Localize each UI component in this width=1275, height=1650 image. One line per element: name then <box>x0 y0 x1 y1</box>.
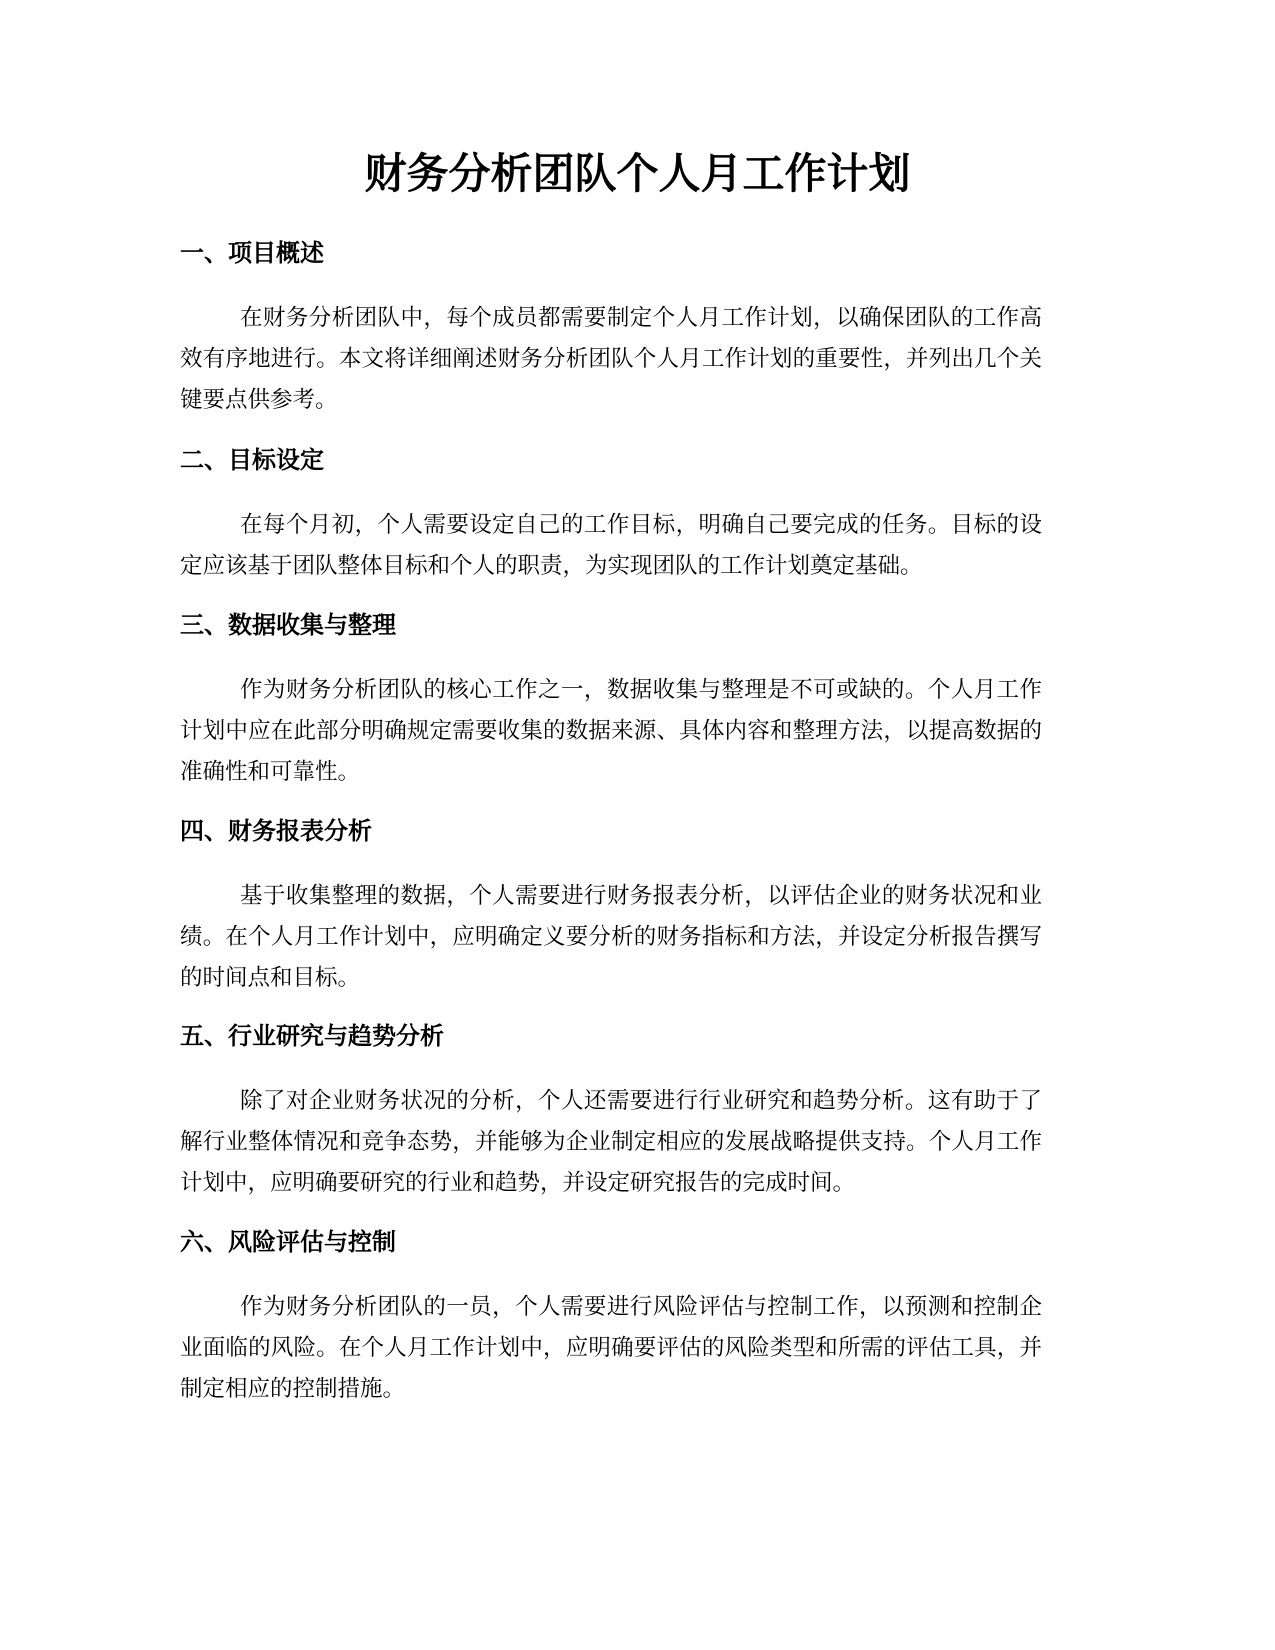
section-paragraph: 作为财务分析团队的核心工作之一，数据收集与整理是不可或缺的。个人月工作计划中应在此部分明确规定需要收集的数据来源、具体内容和整理方法，以提高数据的准确性和可靠性。 <box>180 677 1042 785</box>
section-heading: 五、行业研究与趋势分析 <box>180 1022 444 1050</box>
section-paragraph: 在每个月初，个人需要设定自己的工作目标，明确自己要完成的任务。目标的设定应该基于团队整体目标和个人的职责，为实现团队的工作计划奠定基础。 <box>180 512 1042 579</box>
section-heading: 一、项目概述 <box>180 239 324 267</box>
section-heading: 四、财务报表分析 <box>180 817 372 845</box>
section-data-collection <box>180 608 1042 793</box>
section-heading: 六、风险评估与控制 <box>180 1228 396 1256</box>
section-paragraph: 除了对企业财务状况的分析，个人还需要进行行业研究和趋势分析。这有助于了解行业整体情况和竞争态势，并能够为企业制定相应的发展战略提供支持。个人月工作计划中，应明确要研究的行业和趋势，并设定研究报告的完成时间。 <box>180 1088 1042 1196</box>
section-industry-research <box>180 1019 1042 1204</box>
section-paragraph: 基于收集整理的数据，个人需要进行财务报表分析，以评估企业的财务状况和业绩。在个人月工作计划中，应明确定义要分析的财务指标和方法，并设定分析报告撰写的时间点和目标。 <box>180 883 1042 991</box>
section-paragraph: 在财务分析团队中，每个成员都需要制定个人月工作计划，以确保团队的工作高效有序地进行。本文将详细阐述财务分析团队个人月工作计划的重要性，并列出几个关键要点供参考。 <box>180 305 1042 413</box>
section-paragraph: 作为财务分析团队的一员，个人需要进行风险评估与控制工作，以预测和控制企业面临的风险。在个人月工作计划中，应明确要评估的风险类型和所需的评估工具，并制定相应的控制措施。 <box>180 1294 1042 1402</box>
section-goal-setting <box>180 443 1042 587</box>
document-title: 财务分析团队个人月工作计划 <box>364 149 911 198</box>
section-heading: 三、数据收集与整理 <box>180 611 396 639</box>
section-risk-assessment <box>180 1225 1042 1410</box>
section-financial-statement-analysis <box>180 814 1042 999</box>
section-project-overview <box>180 236 1042 421</box>
section-heading: 二、目标设定 <box>180 446 324 474</box>
